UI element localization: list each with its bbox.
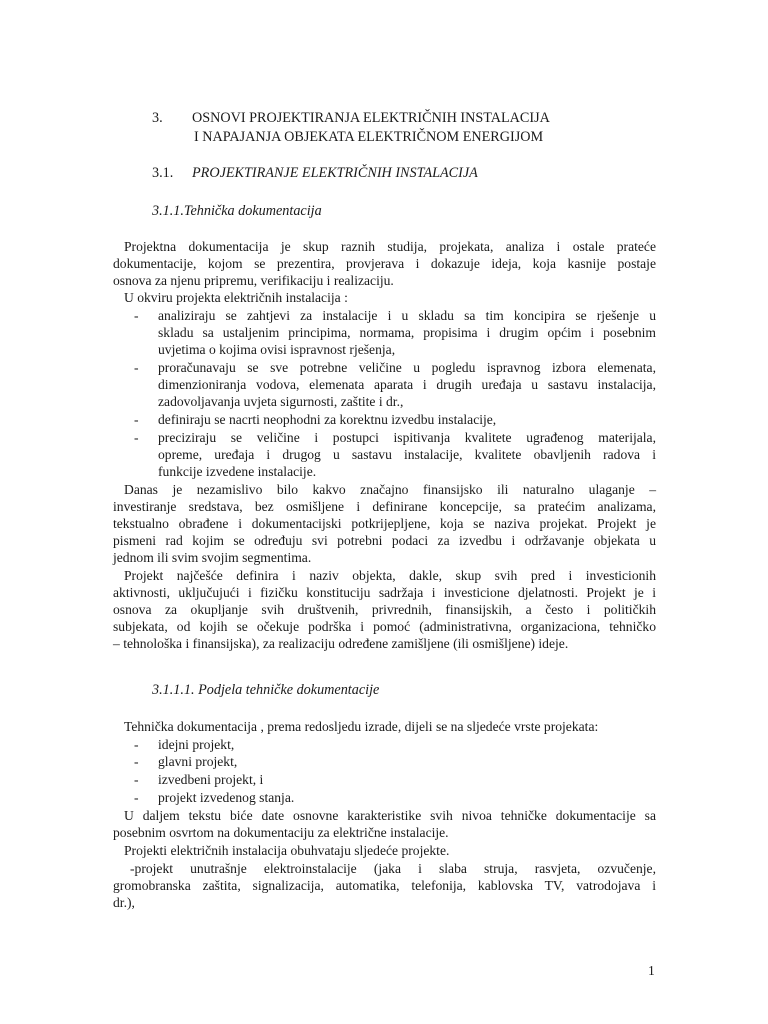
type-item: projekt izvedenog stanja. bbox=[158, 790, 295, 805]
section-title: PROJEKTIRANJE ELEKTRIČNIH INSTALACIJA bbox=[192, 165, 478, 181]
bullet2-line2: dimenzioniranja vodova, elemenata aparata i drugih uređaja u sastavu instalacija, bbox=[158, 377, 656, 392]
heading-number: 3. bbox=[152, 110, 163, 126]
para3-line2: aktivnosti, uključujući i fizičku konstituciju sadržaja i investicione djelatnosti. Projekt je i bbox=[113, 585, 656, 600]
type-item: izvedbeni projekt, i bbox=[158, 772, 264, 787]
para6-line2: gromobranska zaštita, signalizacija, automatika, telefonija, kablovska TV, vatrodojava i bbox=[113, 878, 656, 893]
bullet-marker: - bbox=[134, 772, 139, 787]
intro-types: Tehnička dokumentacija , prema redosljedu izrade, dijeli se na sljedeće vrste projekata: bbox=[124, 719, 599, 734]
para1-line1: Projektna dokumentacija je skup raznih studija, projekata, analiza i ostale prateće bbox=[124, 239, 656, 254]
intro-list: U okviru projekta električnih instalacija : bbox=[124, 290, 348, 305]
subsection-title: 3.1.1.Tehnička dokumentacija bbox=[152, 203, 322, 219]
para4-line1: U daljem tekstu biće date osnovne karakteristike svih nivoa tehničke dokumentacije sa bbox=[124, 808, 656, 823]
type-item: glavni projekt, bbox=[158, 754, 238, 769]
para3-line4: subjekata, od kojih se očekuje podrška i pomoć (administrativna, organizaciona, tehničko bbox=[113, 619, 656, 634]
para6-line1: -projekt unutrašnje elektroinstalacije (jaka i slaba struja, rasvjeta, ozvučenje, bbox=[130, 861, 656, 876]
subsubsection-title: 3.1.1.1. Podjela tehničke dokumentacije bbox=[152, 682, 380, 698]
bullet3-line1: definiraju se nacrti neophodni za korektnu izvedbu instalacije, bbox=[158, 412, 497, 427]
para3-line1: Projekt najčešće definira i naziv objekta, dakle, skup svih pred i investicionih bbox=[124, 568, 656, 583]
para2-line1: Danas je nezamislivo bilo kakvo značajno finansijsko ili naturalno ulaganje – bbox=[124, 482, 656, 497]
para2-line3: tekstualno obrađene i dokumentacijski potkrijepljene, koja se naziva projekat. Projekt je bbox=[113, 516, 656, 531]
para3-line5: – tehnološka i finansijska), za realizaciju određene zamišljene (ili osmišljene) ideje. bbox=[113, 636, 569, 651]
heading-title-line1: OSNOVI PROJEKTIRANJA ELEKTRIČNIH INSTALACIJA bbox=[192, 110, 550, 126]
bullet-marker: - bbox=[134, 737, 139, 752]
para2-line5: jednom ili svim svojim segmentima. bbox=[113, 550, 312, 565]
bullet2-line1: proračunavaju se sve potrebne veličine u pogledu ispravnog izbora elemenata, bbox=[158, 360, 656, 375]
bullet1-line2: skladu sa ustaljenim principima, normama, propisima i drugim općim i posebnim bbox=[158, 325, 656, 340]
para2-line4: pismeni rad kojim se određuju svi potrebni podaci za izvedbu i održavanje objekata u bbox=[113, 533, 656, 548]
bullet-marker: - bbox=[134, 430, 139, 445]
bullet-marker: - bbox=[134, 360, 139, 375]
bullet1-line1: analiziraju se zahtjevi za instalacije i u skladu sa tim koncipira se rješenje u bbox=[158, 308, 656, 323]
section-number: 3.1. bbox=[152, 165, 174, 181]
para3-line3: osnova za okupljanje svih društvenih, privrednih, finansijskih, a često i političkih bbox=[113, 602, 656, 617]
bullet-marker: - bbox=[134, 308, 139, 323]
para2-line2: investiranje sredstava, bez osmišljene i definirane koncepcije, sa pratećim analizama, bbox=[113, 499, 656, 514]
bullet-marker: - bbox=[134, 754, 139, 769]
para1-line2: dokumentacije, kojom se prezentira, provjerava i dokazuje ideja, koja kasnije postaje bbox=[113, 256, 656, 271]
para6-line3: dr.), bbox=[113, 895, 135, 910]
bullet4-line1: preciziraju se veličine i postupci ispitivanja kvalitete ugrađenog materijala, bbox=[158, 430, 656, 445]
page-number: 1 bbox=[648, 963, 655, 978]
para5: Projekti električnih instalacija obuhvataju sljedeće projekte. bbox=[124, 843, 450, 858]
heading-title-line2: I NAPAJANJA OBJEKATA ELEKTRIČNOM ENERGIJOM bbox=[194, 129, 544, 145]
para1-line3: osnova za njenu pripremu, verifikaciju i realizaciju. bbox=[113, 273, 394, 288]
para4-line2: posebnim osvrtom na dokumentaciju za električne instalacije. bbox=[113, 825, 449, 840]
bullet-marker: - bbox=[134, 412, 139, 427]
bullet-marker: - bbox=[134, 790, 139, 805]
type-item: idejni projekt, bbox=[158, 737, 235, 752]
bullet1-line3: uvjetima o kojima ovisi ispravnost rješenja, bbox=[158, 342, 396, 357]
bullet4-line3: funkcije izvedene instalacije. bbox=[158, 464, 317, 479]
bullet2-line3: zadovoljavanja uvjeta sigurnosti, zaštite i dr., bbox=[158, 394, 404, 409]
bullet4-line2: opreme, uređaja i drugog u sastavu instalacije, kvalitete obavljenih radova i bbox=[158, 447, 656, 462]
